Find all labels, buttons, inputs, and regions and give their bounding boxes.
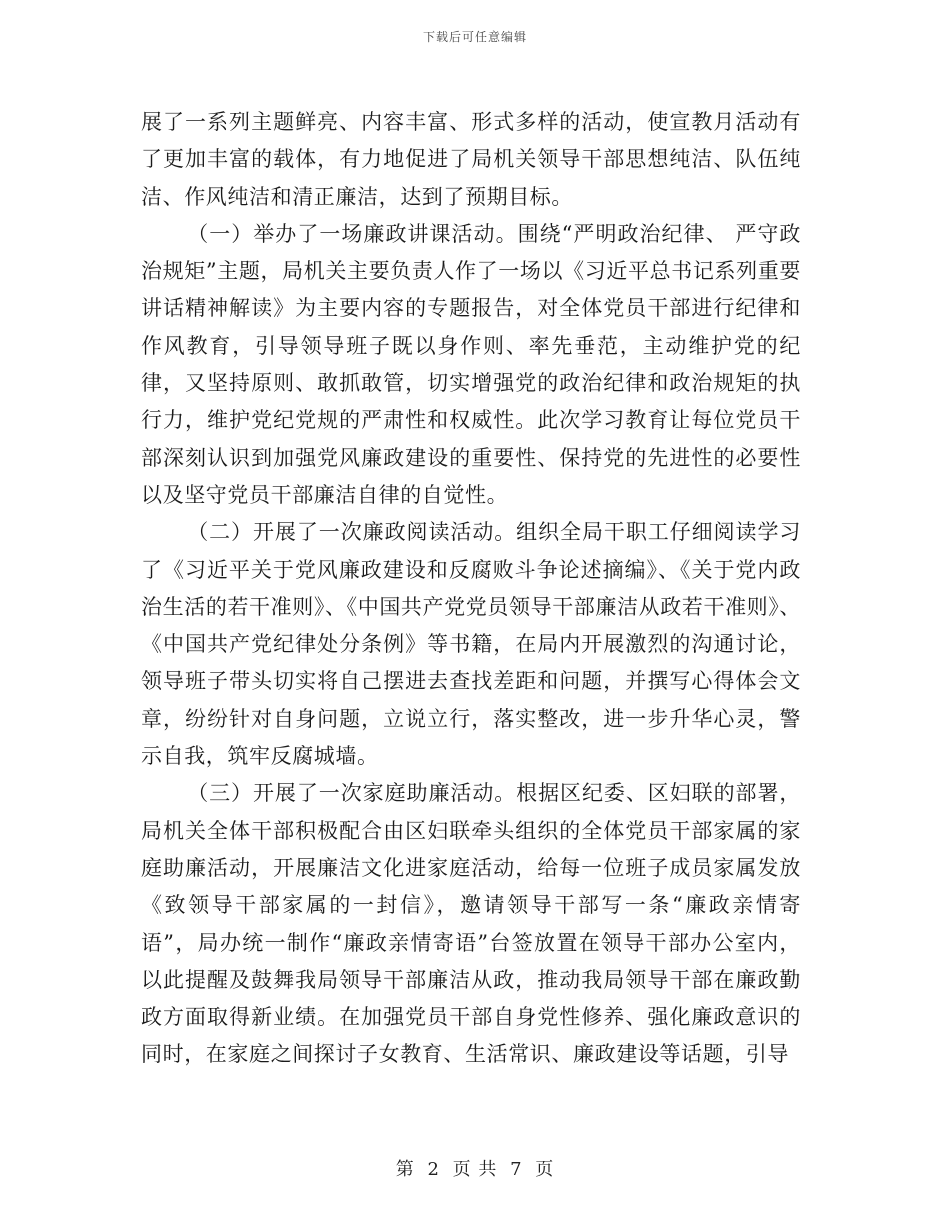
- footer-total-pages: 7: [510, 1159, 523, 1180]
- paragraph-intro: 展了一系列主题鲜亮、内容丰富、形式多样的活动，使宣教月活动有了更加丰富的载体，有力地促进了局机关领导干部思想纯洁、队伍纯洁、作风纯洁和清正廉洁，达到了预期目标。: [141, 110, 801, 209]
- footer-middle: 页 共: [452, 1159, 498, 1180]
- paragraph-section-3: （三）开展了一次家庭助廉活动。根据区纪委、区妇联的部署，局机关全体干部积极配合由区妇联牵头组织的全体党员干部家属的家庭助廉活动，开展廉洁文化进家庭活动，给每一位班子成员家属发放《致领导干部家属的一封信》，邀请领导干部写一条“廉政亲情寄语”，局办统一制作“廉政亲情寄语”台签放置在领导干部办公室内，以此提醒及鼓舞我局领导干部廉洁从政，推动我局领导干部在廉政勤政方面取得新业绩。在加强党员干部自身党性修养、强化廉政意识的同时，在家庭之间探讨子女教育、生活常识、廉政建设等话题，引导: [141, 781, 801, 1067]
- footer-current-page: 2: [427, 1159, 440, 1180]
- paragraph-section-2: （二）开展了一次廉政阅读活动。组织全局干职工仔细阅读学习了《习近平关于党风廉政建设和反腐败斗争论述摘编》、《关于党内政治生活的若干准则》、《中国共产党党员领导干部廉洁从政若干准则》、《中国共产党纪律处分条例》等书籍，在局内开展激烈的沟通讨论，领导班子带头切实将自己摆进去查找差距和问题，并撰写心得体会文章，纷纷针对自身问题，立说立行，落实整改，进一步升华心灵，警示自我，筑牢反腐城墙。: [141, 520, 801, 769]
- page-number-footer: [0, 1155, 950, 1181]
- footer-suffix: 页: [535, 1159, 555, 1180]
- paragraph-section-1: （一）举办了一场廉政讲课活动。围绕“严明政治纪律、 严守政治规矩”主题，局机关主要负责人作了一场以《习近平总书记系列重要讲话精神解读》为主要内容的专题报告，对全体党员干部进行纪律和作风教育，引导领导班子既以身作则、率先垂范，主动维护党的纪律，又坚持原则、敢抓敢管，切实增强党的政治纪律和政治规矩的执行力，维护党纪党规的严肃性和权威性。此次学习教育让每位党员干部深刻认识到加强党风廉政建设的重要性、保持党的先进性的必要性以及坚守党员干部廉洁自律的自觉性。: [141, 221, 801, 507]
- page-header-note: 下载后可任意编辑: [422, 30, 527, 44]
- footer-prefix: 第: [395, 1159, 415, 1180]
- document-body: [141, 104, 801, 1074]
